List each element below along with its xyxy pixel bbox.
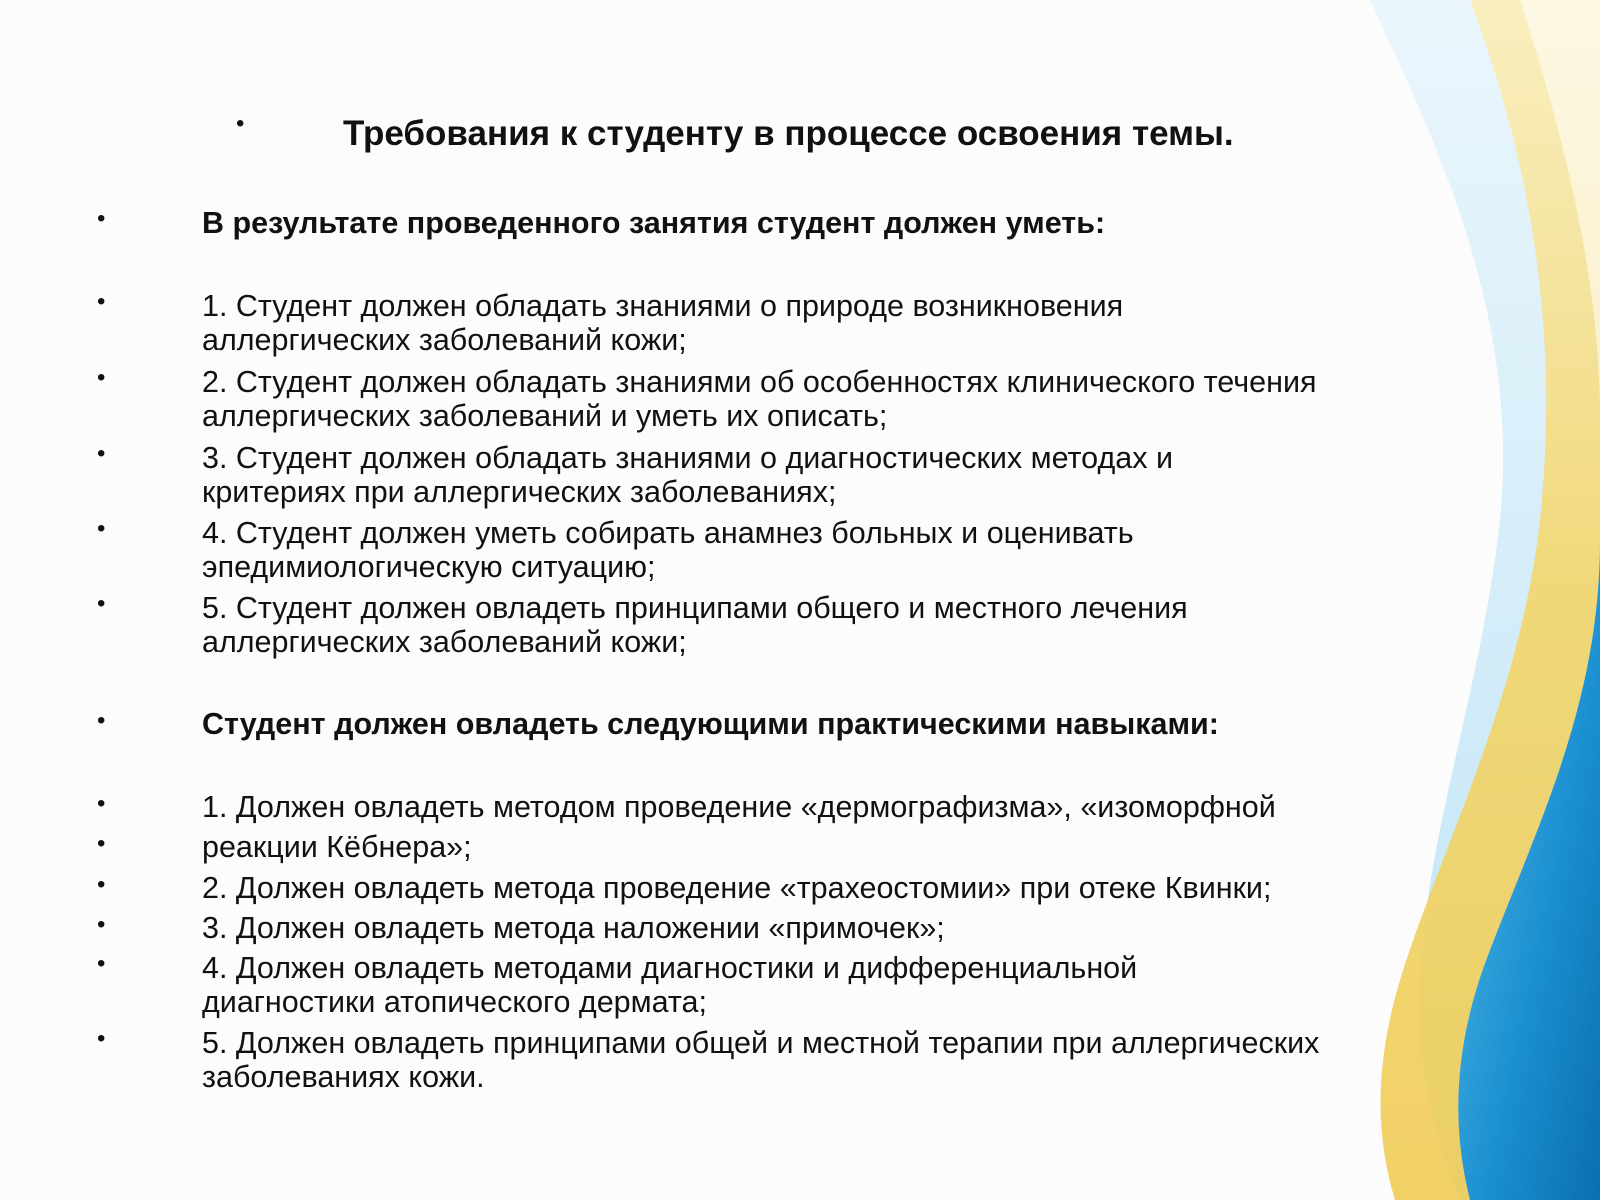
list-item-line: 3. Студент должен обладать знаниями о диагностических методах и [202, 441, 1173, 475]
bullet: • [97, 1025, 106, 1052]
bullet: • [97, 871, 106, 898]
list-item-line: 1. Студент должен обладать знаниями о природе возникновения [202, 289, 1124, 323]
bullet: • [97, 515, 106, 542]
list-item-line: аллергических заболеваний и уметь их описать; [202, 399, 888, 433]
bullet: • [97, 364, 106, 391]
list-item-line: 4. Студент должен уметь собирать анамнез больных и оценивать [202, 516, 1134, 550]
list-item-line: 1. Должен овладеть методом проведение «дермографизма», «изоморфной [202, 790, 1276, 824]
list-item-line: аллергических заболеваний кожи; [202, 625, 687, 659]
bullet: • [97, 205, 106, 232]
list-item-line: 2. Должен овладеть метода проведение «трахеостомии» при отеке Квинки; [202, 871, 1272, 905]
list-item-line: 5. Студент должен овладеть принципами общего и местного лечения [202, 591, 1188, 625]
list-item-line: 4. Должен овладеть методами диагностики и дифференциальной [202, 951, 1138, 985]
bullet: • [97, 950, 106, 977]
bullet: • [97, 590, 106, 617]
bullet: • [97, 830, 106, 857]
bullet: • [97, 911, 106, 938]
list-item-line: 5. Должен овладеть принципами общей и местной терапии при аллергических [202, 1026, 1320, 1060]
bullet: • [97, 790, 106, 817]
list-item-line: 3. Должен овладеть метода наложении «примочек»; [202, 911, 945, 945]
list-item-line: заболеваниях кожи. [202, 1060, 485, 1094]
slide-title: Требования к студенту в процессе освоения темы. [343, 114, 1234, 153]
bullet: • [97, 440, 106, 467]
list-item-line: аллергических заболеваний кожи; [202, 323, 687, 357]
list-item-line: эпедимиологическую ситуацию; [202, 550, 656, 584]
section-heading-skills: В результате проведенного занятия студент должен уметь: [202, 206, 1106, 240]
list-item-line: реакции Кёбнера»; [202, 830, 472, 864]
bullet: • [97, 707, 106, 734]
section-heading-practical-skills: Студент должен овладеть следующими практическими навыками: [202, 707, 1219, 741]
list-item-line: диагностики атопического дермата; [202, 985, 707, 1019]
list-item-line: критериях при аллергических заболеваниях; [202, 475, 837, 509]
list-item-line: 2. Студент должен обладать знаниями об особенностях клинического течения [202, 365, 1317, 399]
title-bullet: • [236, 110, 245, 137]
bullet: • [97, 288, 106, 315]
